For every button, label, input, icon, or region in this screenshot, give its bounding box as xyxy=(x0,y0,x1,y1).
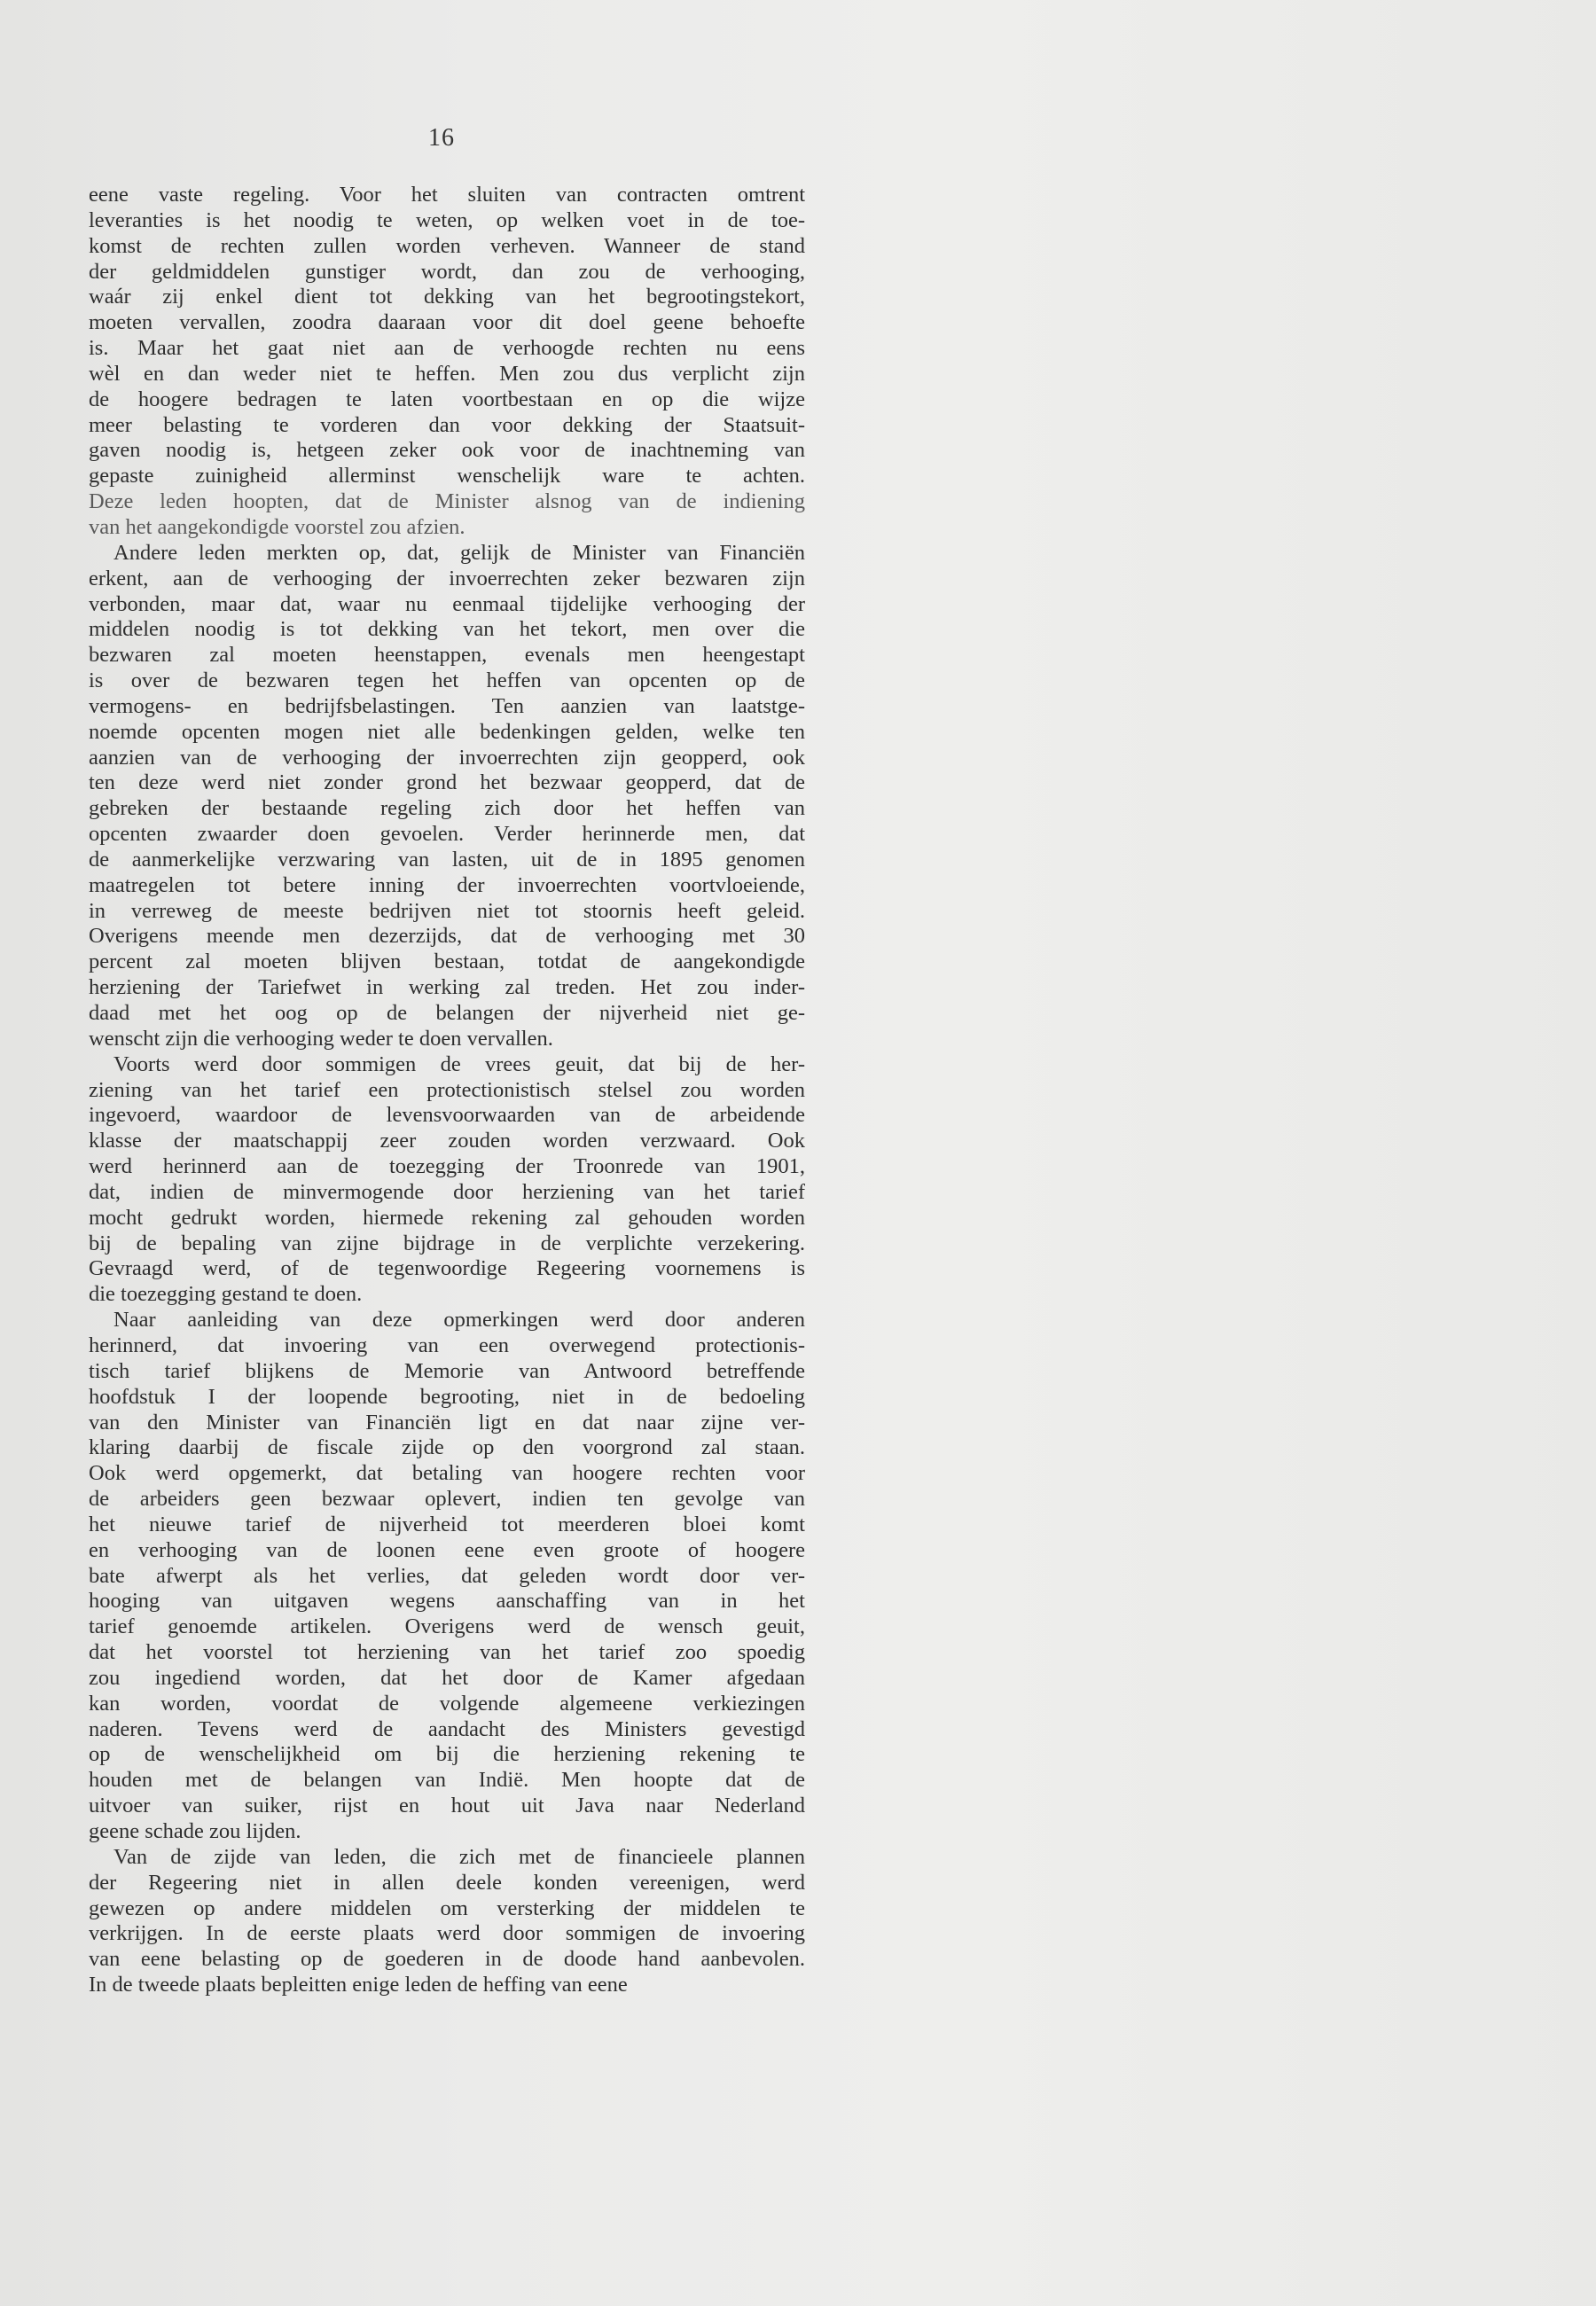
text-line: de hoogere bedragen te laten voortbestaan en op die wijze xyxy=(89,387,805,411)
text-line: en verhooging van de loonen eene even groote of hoogere xyxy=(89,1537,805,1562)
paragraph xyxy=(89,541,805,1052)
text-line: ziening van het tarief een protectionistisch stelsel zou worden xyxy=(89,1077,805,1102)
text-line: gebreken der bestaande regeling zich door het heffen van xyxy=(89,796,805,821)
text-line: der Regeering niet in allen deele konden vereenigen, werd xyxy=(89,1870,805,1895)
text-line: klaring daarbij de fiscale zijde op den voorgrond zal staan. xyxy=(89,1435,805,1460)
text-line: van den Minister van Financiën ligt en dat naar zijne ver- xyxy=(89,1410,805,1434)
text-line: middelen noodig is tot dekking van het tekort, men over die xyxy=(89,617,805,642)
text-line: wenscht zijn die verhooging weder te doen vervallen. xyxy=(89,1026,553,1051)
body-text xyxy=(89,183,805,1998)
text-line: van eene belasting op de goederen in de doode hand aanbevolen. xyxy=(89,1947,805,1972)
text-line: kan worden, voordat de volgende algemeene verkiezingen xyxy=(89,1691,805,1716)
text-line: Andere leden merkten op, dat, gelijk de Minister van Financiën xyxy=(113,540,805,565)
text-line: geene schade zou lijden. xyxy=(89,1819,301,1843)
text-line: herinnerd, dat invoering van een overwegend protectionis- xyxy=(89,1333,805,1357)
text-line: is over de bezwaren tegen het heffen van opcenten op de xyxy=(89,668,805,693)
text-line: erkent, aan de verhooging der invoerrechten zeker bezwaren zijn xyxy=(89,566,805,590)
text-line: daad met het oog op de belangen der nijverheid niet ge- xyxy=(89,1001,805,1025)
text-line: op de wenschelijkheid om bij die herziening rekening te xyxy=(89,1742,805,1767)
text-line: Naar aanleiding van deze opmerkingen werd door anderen xyxy=(113,1308,805,1333)
text-line: ingevoerd, waardoor de levensvoorwaarden van de arbeidende xyxy=(89,1103,805,1128)
text-line: maatregelen tot betere inning der invoerrechten voortvloeiende, xyxy=(89,872,805,897)
text-line: in verreweg de meeste bedrijven niet tot stoornis heeft geleid. xyxy=(89,898,805,923)
text-line: het nieuwe tarief de nijverheid tot meerderen bloei komt xyxy=(89,1512,805,1536)
text-line: die toezegging gestand te doen. xyxy=(89,1282,363,1307)
text-line: opcenten zwaarder doen gevoelen. Verder herinnerde men, dat xyxy=(89,822,805,847)
text-line: houden met de belangen van Indië. Men hoopte dat de xyxy=(89,1768,805,1793)
paragraph xyxy=(89,1845,805,1998)
text-line: herziening der Tariefwet in werking zal treden. Het zou inder- xyxy=(89,975,805,1000)
text-line: uitvoer van suiker, rijst en hout uit Java naar Nederland xyxy=(89,1794,805,1818)
text-line: bezwaren zal moeten heenstappen, evenals men heengestapt xyxy=(89,643,805,668)
paragraph xyxy=(89,183,805,541)
text-line: In de tweede plaats bepleitten enige leden de heffing van eene xyxy=(89,1973,628,1997)
text-line: tisch tarief blijkens de Memorie van Antwoord betreffende xyxy=(89,1358,805,1383)
text-line: Overigens meende men dezerzijds, dat de verhooging met 30 xyxy=(89,924,805,949)
text-line: de arbeiders geen bezwaar oplevert, indien ten gevolge van xyxy=(89,1487,805,1512)
text-line: klasse der maatschappij zeer zouden worden verzwaard. Ook xyxy=(89,1129,805,1153)
text-line: bate afwerpt als het verlies, dat geleden wordt door ver- xyxy=(89,1563,805,1588)
text-line: Ook werd opgemerkt, dat betaling van hoogere rechten voor xyxy=(89,1461,805,1486)
text-line: der geldmiddelen gunstiger wordt, dan zou de verhooging, xyxy=(89,259,805,284)
text-line: verkrijgen. In de eerste plaats werd door sommigen de invoering xyxy=(89,1921,805,1946)
text-line: de aanmerkelijke verzwaring van lasten, uit de in 1895 genomen xyxy=(89,847,805,872)
text-line: hoofdstuk I der loopende begrooting, niet in de bedoeling xyxy=(89,1384,805,1409)
text-line: wèl en dan weder niet te heffen. Men zou dus verplicht zijn xyxy=(89,361,805,386)
text-line: komst de rechten zullen worden verheven. Wanneer de stand xyxy=(89,233,805,258)
text-line: Gevraagd werd, of de tegenwoordige Regeering voornemens is xyxy=(89,1256,805,1281)
text-line: gewezen op andere middelen om versterking der middelen te xyxy=(89,1896,805,1920)
text-line: noemde opcenten mogen niet alle bedenkingen gelden, welke ten xyxy=(89,719,805,744)
text-line: Deze leden hoopten, dat de Minister alsnog van de indiening xyxy=(89,489,805,514)
text-line: vermogens- en bedrijfsbelastingen. Ten aanzien van laatstge- xyxy=(89,693,805,718)
text-line: hooging van uitgaven wegens aanschaffing van in het xyxy=(89,1589,805,1614)
text-line: is. Maar het gaat niet aan de verhoogde rechten nu eens xyxy=(89,336,805,361)
text-line: bij de bepaling van zijne bijdrage in de verplichte verzekering. xyxy=(89,1231,805,1255)
text-line: eene vaste regeling. Voor het sluiten van contracten omtrent xyxy=(89,183,805,207)
text-line: verbonden, maar dat, waar nu eenmaal tijdelijke verhooging der xyxy=(89,591,805,616)
text-line: dat het voorstel tot herziening van het tarief zoo spoedig xyxy=(89,1640,805,1665)
text-line: van het aangekondigde voorstel zou afzien. xyxy=(89,514,466,539)
text-line: mocht gedrukt worden, hiermede rekening zal gehouden worden xyxy=(89,1205,805,1230)
text-line: naderen. Tevens werd de aandacht des Ministers gevestigd xyxy=(89,1716,805,1741)
text-line: tarief genoemde artikelen. Overigens werd de wensch geuit, xyxy=(89,1614,805,1639)
text-line: moeten vervallen, zoodra daaraan voor dit doel geene behoefte xyxy=(89,310,805,335)
text-line: percent zal moeten blijven bestaan, totdat de aangekondigde xyxy=(89,950,805,974)
text-line: gepaste zuinigheid allerminst wenschelijk ware te achten. xyxy=(89,464,805,489)
text-line: Van de zijde van leden, die zich met de financieele plannen xyxy=(113,1844,805,1869)
text-line: zou ingediend worden, dat het door de Kamer afgedaan xyxy=(89,1665,805,1690)
text-line: dat, indien de minvermogende door herziening van het tarief xyxy=(89,1179,805,1204)
paragraph xyxy=(89,1052,805,1308)
text-line: leveranties is het noodig te weten, op welken voet in de toe- xyxy=(89,207,805,232)
text-line: werd herinnerd aan de toezegging der Troonrede van 1901, xyxy=(89,1154,805,1179)
text-line: meer belasting te vorderen dan voor dekking der Staatsuit- xyxy=(89,412,805,437)
text-line: waár zij enkel dient tot dekking van het begrootingstekort, xyxy=(89,285,805,309)
text-line: Voorts werd door sommigen de vrees geuit, dat bij de her- xyxy=(113,1051,805,1076)
text-line: ten deze werd niet zonder grond het bezwaar geopperd, dat de xyxy=(89,770,805,795)
text-line: gaven noodig is, hetgeen zeker ook voor de inachtneming van xyxy=(89,438,805,463)
text-line: aanzien van de verhooging der invoerrechten zijn geopperd, ook xyxy=(89,745,805,770)
page-number: 16 xyxy=(428,124,455,152)
paragraph xyxy=(89,1308,805,1845)
